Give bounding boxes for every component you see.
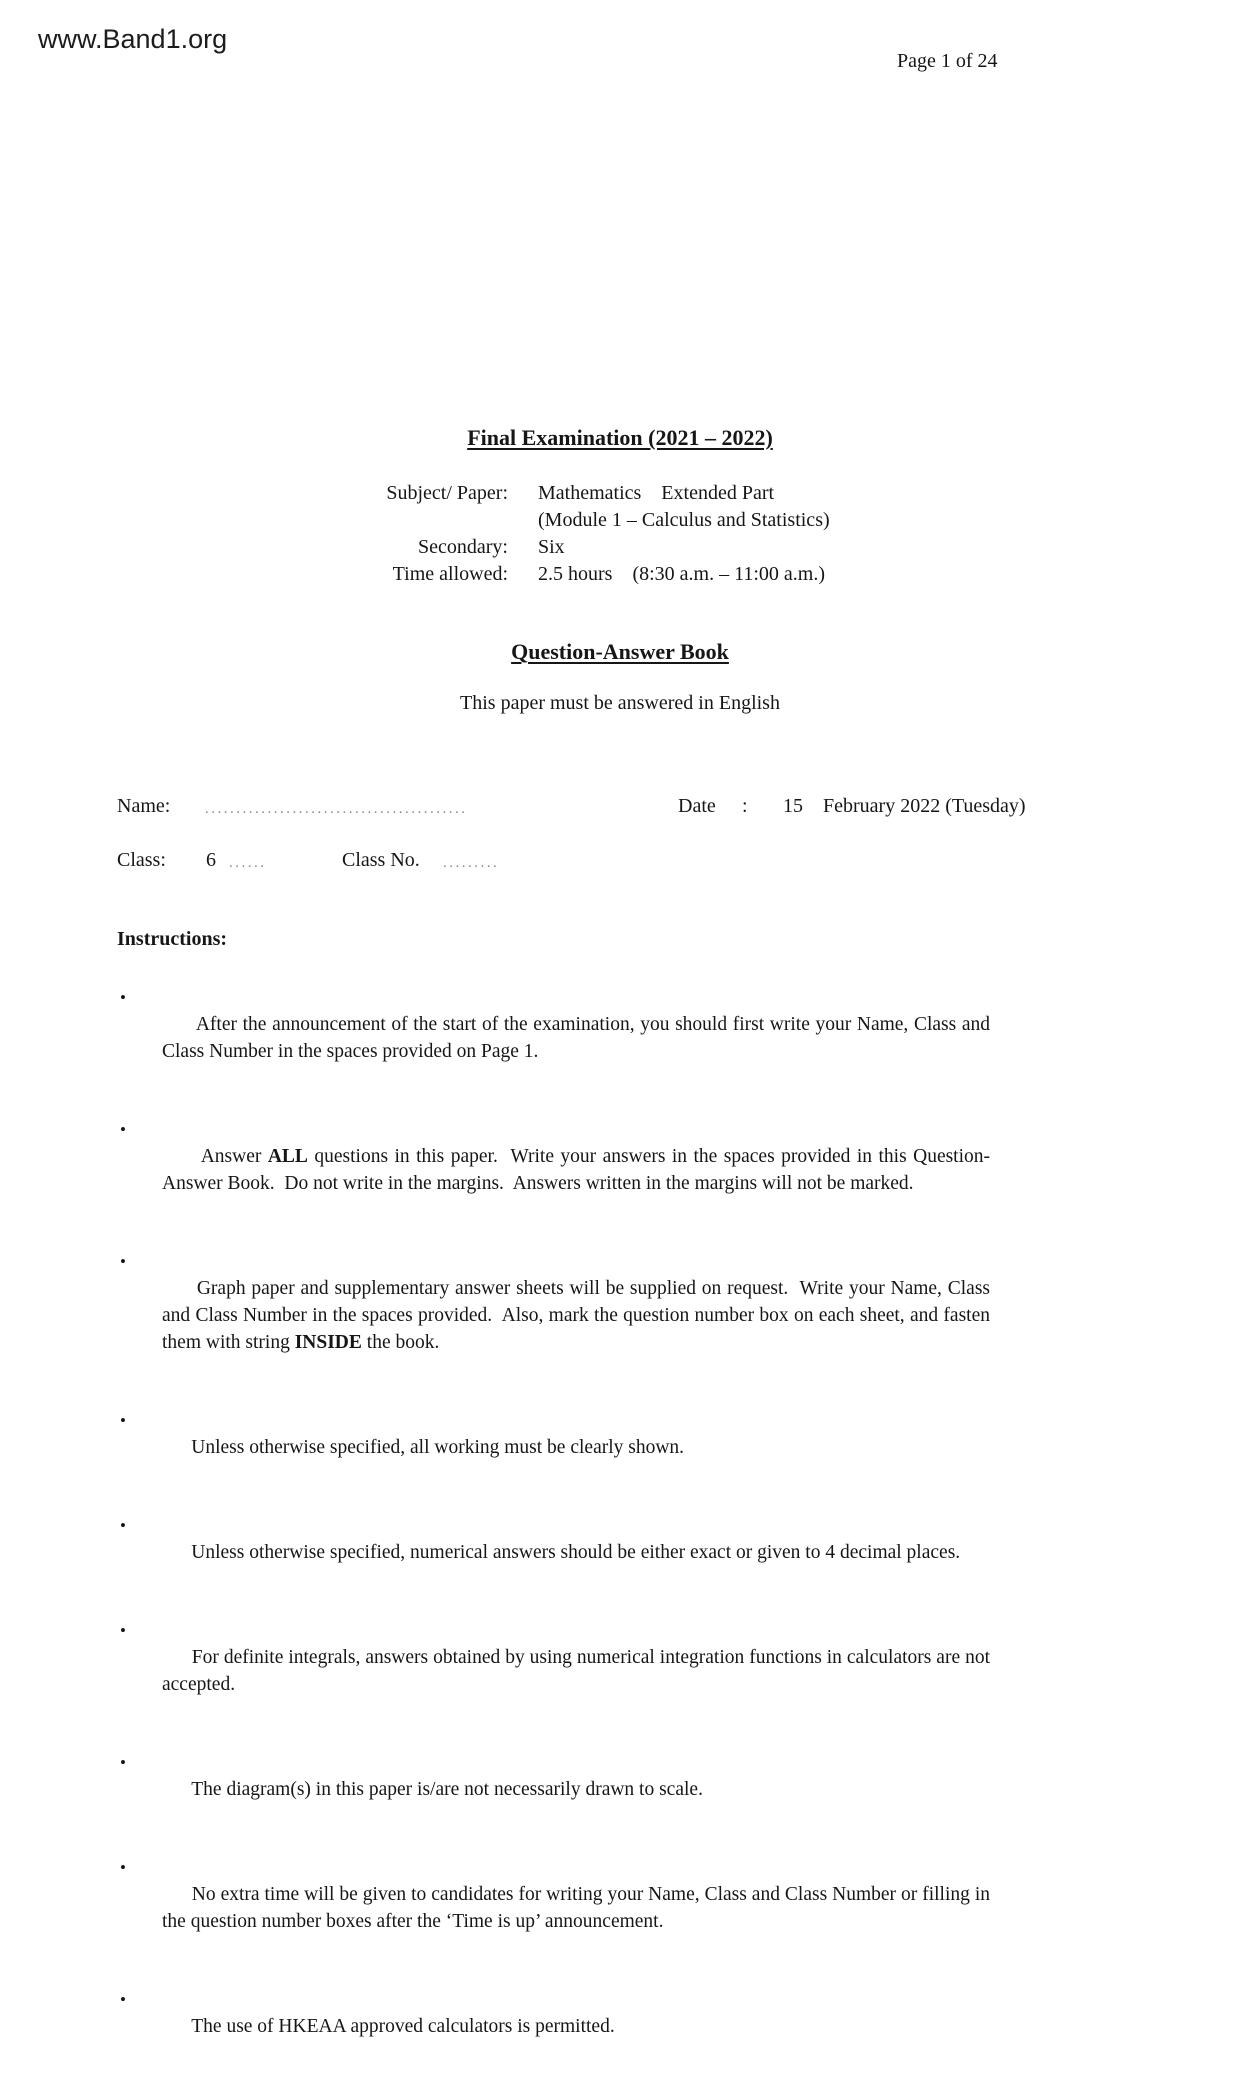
secondary-row [0, 534, 1240, 561]
bullet-icon: • [120, 1858, 126, 1877]
instruction-text: Unless otherwise specified, numerical answers should be either exact or given to 4 decimal places. [191, 1542, 961, 1563]
instruction-text-bold: ALL [267, 1146, 308, 1167]
instruction-item [117, 1116, 990, 1224]
instruction-text-bold: INSIDE [294, 1332, 362, 1353]
bullet-icon: • [120, 1516, 126, 1535]
instruction-text: Unless otherwise specified, all working must be clearly shown. [191, 1437, 685, 1458]
module-row [0, 507, 1240, 534]
instruction-text: No extra time will be given to candidates for writing your Name, Class and Class Number or filling in the question number boxes after the ‘Time is up’ announcement. [162, 1884, 995, 1932]
instruction-text: Answer [200, 1146, 268, 1167]
subject-paper-row [0, 480, 1240, 507]
bullet-icon: • [120, 1120, 126, 1139]
instruction-item [117, 984, 995, 1092]
instruction-item [117, 1407, 990, 1488]
class-fill-line: ...... [229, 855, 267, 871]
subject-block [0, 480, 1240, 588]
site-watermark: www.Band1.org [38, 24, 228, 54]
instruction-text: the book. [361, 1332, 440, 1353]
book-title: Question-Answer Book [511, 639, 729, 664]
class-no-label: Class No. [342, 849, 420, 871]
bullet-icon: • [120, 1621, 126, 1640]
instruction-item [117, 1749, 990, 1830]
date-label: Date [678, 795, 716, 817]
module-label [0, 507, 508, 534]
instructions-heading: Instructions: [117, 928, 228, 950]
bullet-icon: • [120, 1990, 126, 2009]
instruction-text: For definite integrals, answers obtained by using numerical integration functions in calculators are not accepted. [162, 1647, 995, 1695]
bullet-icon: • [120, 988, 126, 1007]
secondary-value: Six [538, 536, 565, 558]
subject-paper-label: Subject/ Paper: [386, 482, 508, 504]
name-fill-line: .......................................... [205, 801, 468, 817]
bullet-icon: • [120, 1252, 126, 1271]
instruction-item [117, 1854, 995, 1962]
name-date-row [0, 795, 1240, 825]
time-allowed-value: 2.5 hours (8:30 a.m. – 11:00 a.m.) [538, 563, 826, 585]
instruction-text: questions in this paper. Write your answers in the spaces provided in this Question-Answer Book. Do not write in the margins. Answers written in the margins will not be marked. [162, 1146, 991, 1194]
instruction-text: The use of HKEAA approved calculators is permitted. [191, 2016, 615, 2037]
instruction-item [117, 1617, 995, 1725]
instruction-text: The diagram(s) in this paper is/are not necessarily drawn to scale. [191, 1779, 703, 1800]
instruction-item [117, 1248, 995, 1383]
instruction-text: After the announcement of the start of the examination, you should first write your Name, Class and Class Number in the spaces provided on Page 1. [162, 1014, 995, 1062]
exam-title: Final Examination (2021 – 2022) [467, 425, 773, 450]
class-value: 6 [206, 849, 216, 871]
instruction-item [117, 1986, 990, 2067]
time-allowed-label: Time allowed: [392, 563, 508, 585]
date-value: February 2022 (Tuesday) [823, 795, 1026, 817]
class-label: Class: [117, 849, 166, 871]
name-label: Name: [117, 795, 171, 817]
instruction-item [117, 1512, 990, 1593]
subject-paper-value: Mathematics Extended Part [538, 482, 775, 504]
time-allowed-row [0, 561, 1240, 588]
page-number: Page 1 of 24 [897, 50, 998, 72]
bullet-icon: • [120, 1411, 126, 1430]
language-note: This paper must be answered in English [460, 692, 780, 714]
module-value: (Module 1 – Calculus and Statistics) [538, 509, 830, 531]
instruction-text: Graph paper and supplementary answer sheets will be supplied on request. Write your Name, Class and Class Number in the spaces provided. Also, mark the question number box on each sheet, and fasten them with string [162, 1278, 995, 1353]
class-no-fill-line: ......... [443, 855, 500, 871]
bullet-icon: • [120, 1753, 126, 1772]
class-row [0, 849, 1240, 879]
date-colon: : [742, 795, 748, 817]
secondary-label: Secondary: [418, 536, 508, 558]
date-day: 15 [783, 795, 803, 817]
instructions-list [117, 984, 995, 2091]
